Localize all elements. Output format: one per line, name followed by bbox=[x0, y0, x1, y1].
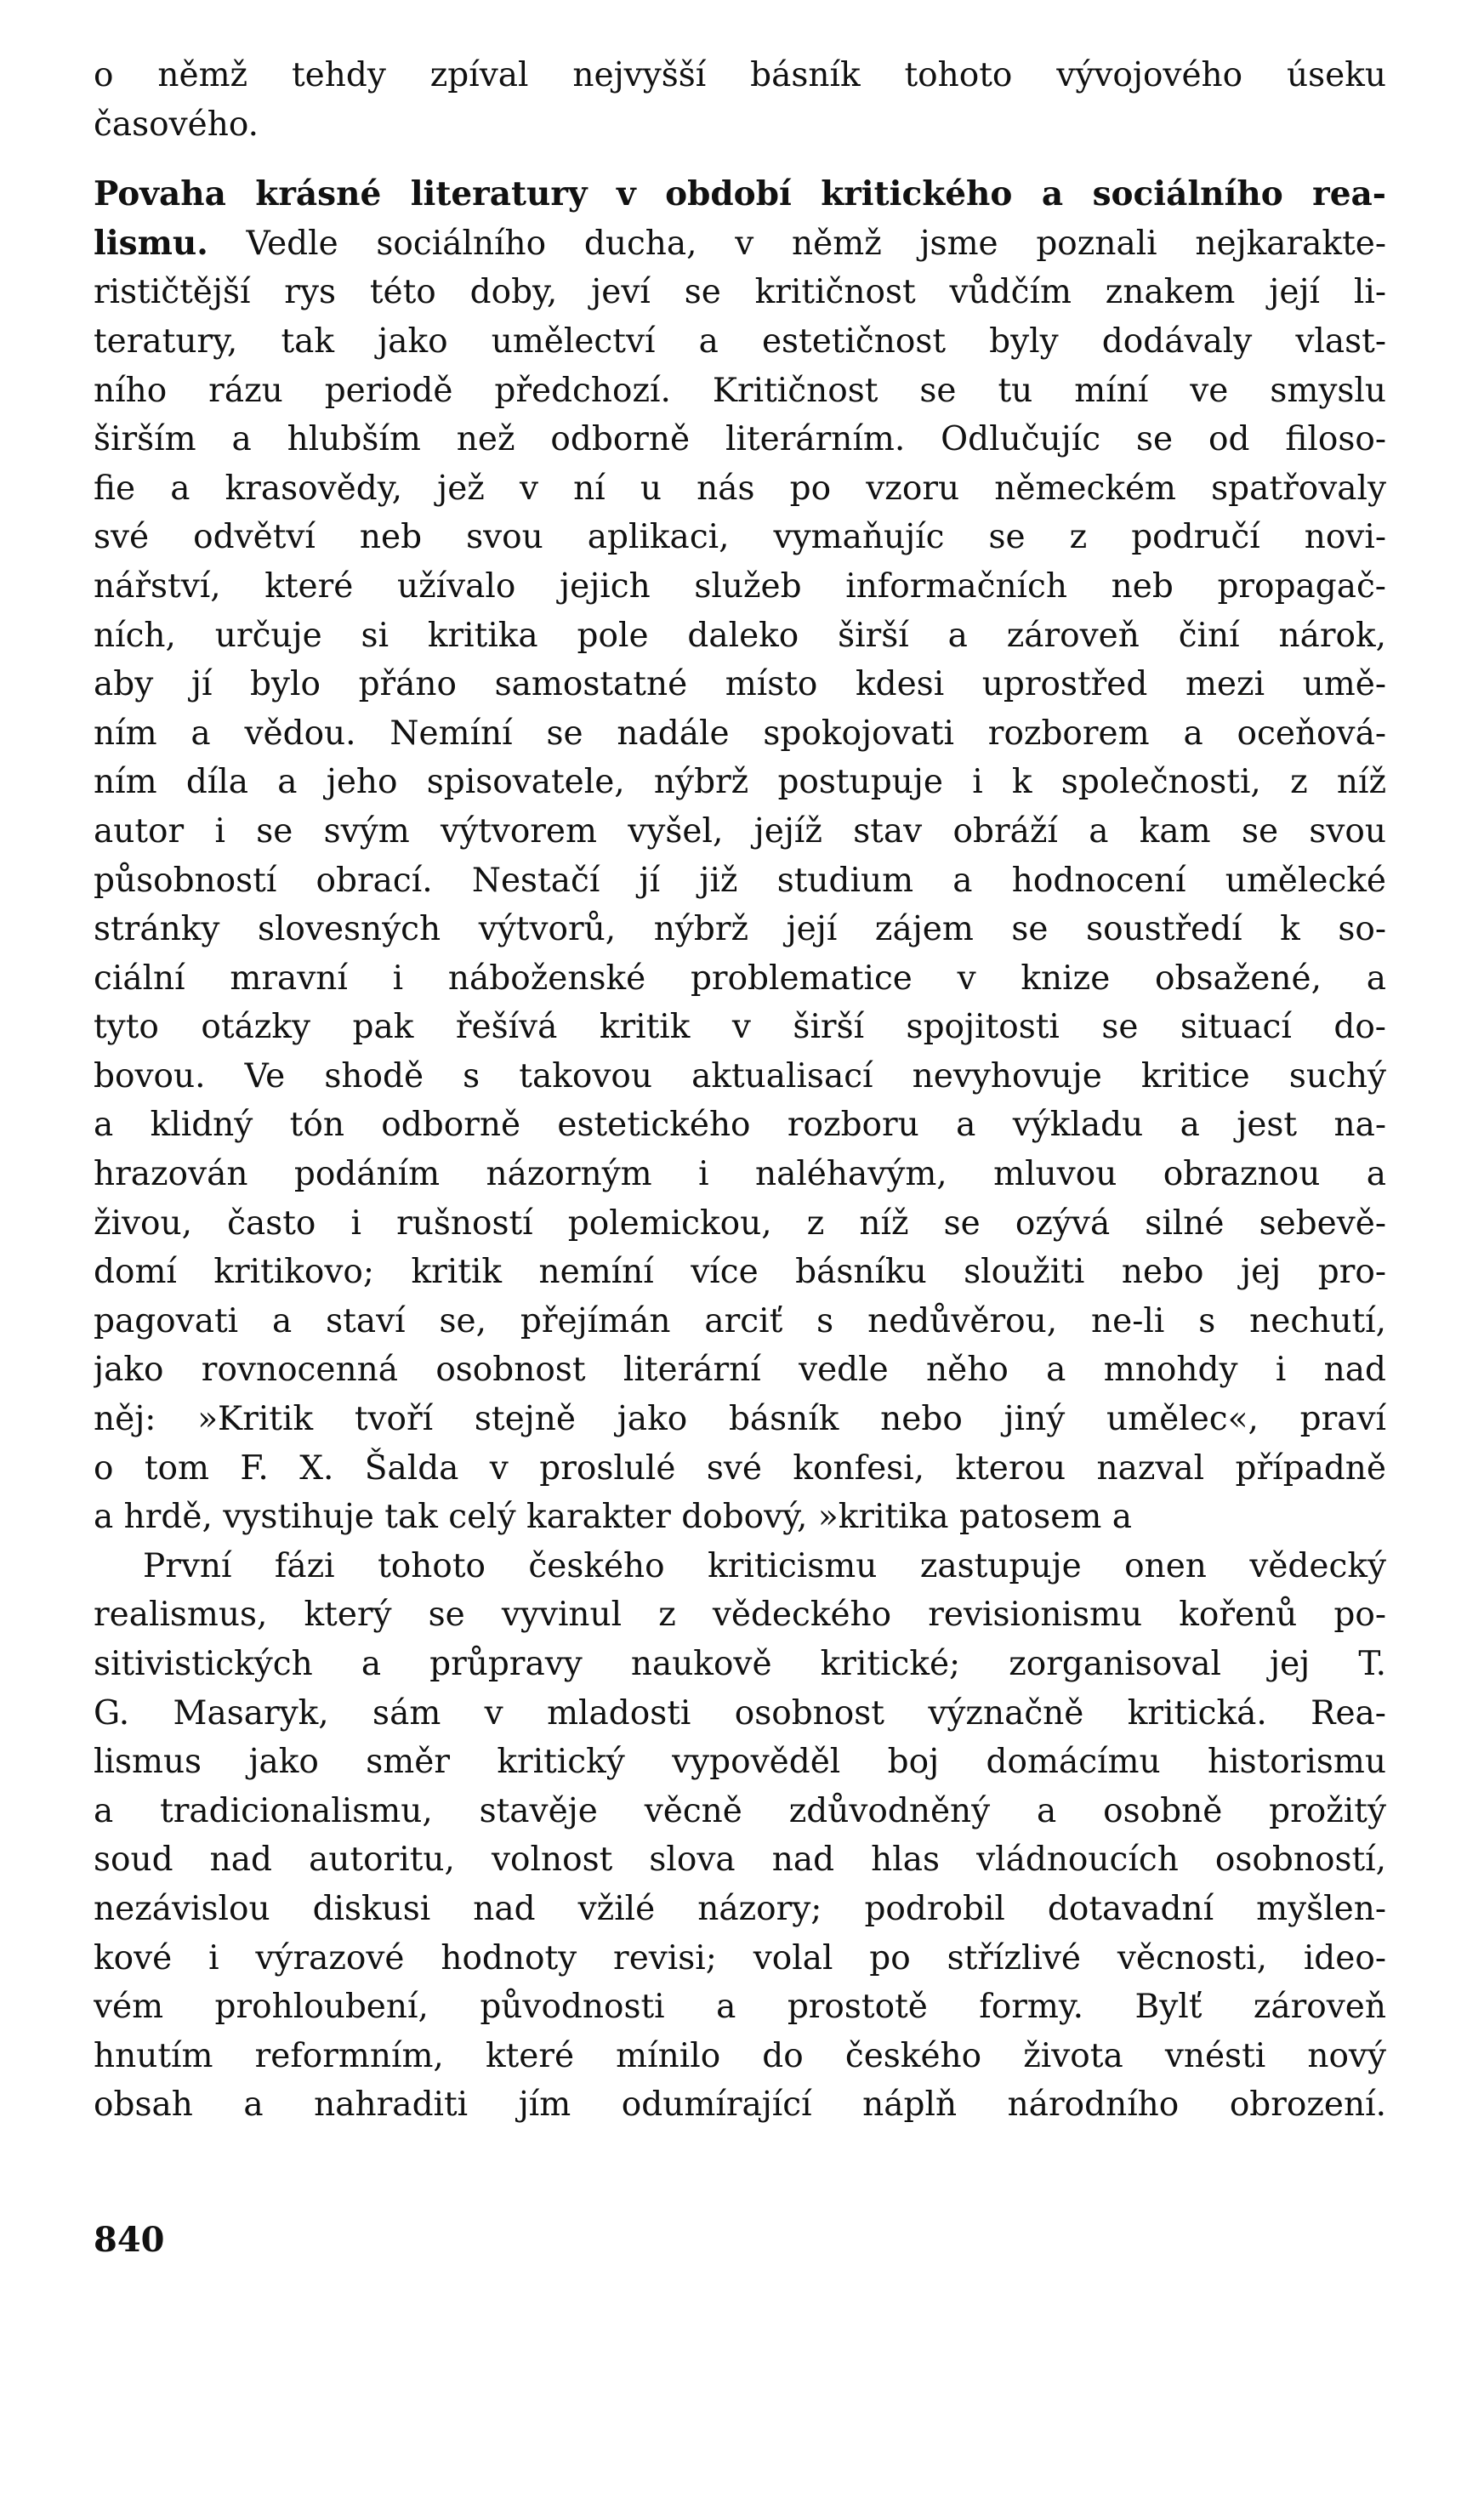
text-line: časového. bbox=[94, 105, 259, 144]
section-heading: Povaha krásné literatury v období kritického a sociálního rea- bbox=[94, 174, 1386, 214]
text-line: jako rovnocenná osobnost literární vedle něho a mnohdy i nad bbox=[94, 1351, 1386, 1390]
text-line: širším a hlubším než odborně literárním. Odlučujíc se od filoso- bbox=[94, 420, 1386, 459]
text-line: a tradicionalismu, stavěje věcně zdůvodněný a osobně prožitý bbox=[94, 1791, 1386, 1830]
text-line: živou, často i rušností polemickou, z níž se ozývá silné sebevě- bbox=[94, 1203, 1386, 1243]
text-line: a klidný tón odborně estetického rozboru a výkladu a jest na- bbox=[94, 1106, 1386, 1145]
text-line bbox=[94, 219, 1386, 269]
text-line: sitivistických a průpravy naukově kritické; zorganisoval jej T. bbox=[94, 1645, 1386, 1683]
text-line: autor i se svým výtvorem vyšel, jejíž stav obráží a kam se svou bbox=[94, 811, 1386, 851]
body-text bbox=[94, 51, 1386, 2130]
text-line: vém prohloubení, původnosti a prostotě formy. Bylť zároveň bbox=[94, 1988, 1386, 2027]
text-line: bovou. Ve shodě s takovou aktualisací nevyhovuje kritice suchý bbox=[94, 1056, 1386, 1095]
text-line: o němž tehdy zpíval nejvyšší básník tohoto vývojového úseku bbox=[94, 56, 1386, 94]
text-line: kové i výrazové hodnoty revisi; volal po střízlivé věcnosti, ideo- bbox=[94, 1938, 1386, 1977]
text-line: soud nad autoritu, volnost slova nad hlas vládnoucích osobností, bbox=[94, 1841, 1386, 1880]
text-line: realismus, který se vyvinul z vědeckého revisionismu kořenů po- bbox=[94, 1596, 1386, 1635]
section-heading-end: lismu. bbox=[94, 223, 208, 263]
text-line: ním a vědou. Nemíní se nadále spokojovati rozborem a oceňová- bbox=[94, 714, 1386, 753]
text-line: pagovati a staví se, přejímán arciť s nedůvěrou, ne-li s nechutí, bbox=[94, 1301, 1386, 1340]
text-line: nářství, které užívalo jejich služeb informačních neb propagač- bbox=[94, 566, 1386, 606]
text-line: působností obrací. Nestačí jí již studium a hodnocení umělecké bbox=[94, 861, 1386, 900]
text-line: fie a krasovědy, jež v ní u nás po vzoru německém spatřovaly bbox=[94, 469, 1386, 508]
text-line: teratury, tak jako umělectví a estetičnost byly dodávaly vlast- bbox=[94, 321, 1386, 361]
text-line: a hrdě, vystihuje tak celý karakter dobový, »kritika patosem a bbox=[94, 1498, 1132, 1537]
text-line: ního rázu periodě předchozí. Kritičnost se tu míní ve smyslu bbox=[94, 371, 1386, 410]
text-line: stránky slovesných výtvorů, nýbrž její zájem se soustředí k so- bbox=[94, 910, 1386, 949]
page-number: 840 bbox=[94, 2220, 165, 2260]
text-line: První fázi tohoto českého kriticismu zastupuje onen vědecký bbox=[143, 1546, 1386, 1585]
text-line: hrazován podáním názorným i naléhavým, mluvou obraznou a bbox=[94, 1155, 1386, 1194]
text-line: o tom F. X. Šalda v proslulé své konfesi, kterou nazval případně bbox=[94, 1448, 1386, 1488]
text-line: ciální mravní i náboženské problematice v knize obsažené, a bbox=[94, 959, 1386, 998]
text-line: hnutím reformním, které mínilo do českého života vnésti nový bbox=[94, 2036, 1386, 2075]
text-line: nezávislou diskusi nad vžilé názory; podrobil dotavadní myšlen- bbox=[94, 1889, 1386, 1928]
text-line: ním díla a jeho spisovatele, nýbrž postupuje i k společnosti, z níž bbox=[94, 763, 1386, 802]
text-line: své odvětví neb svou aplikaci, vymaňujíc se z područí novi- bbox=[94, 518, 1386, 557]
text-line: lismus jako směr kritický vypověděl boj domácímu historismu bbox=[94, 1743, 1386, 1782]
text-line: G. Masaryk, sám v mladosti osobnost význačně kritická. Rea- bbox=[94, 1693, 1386, 1733]
text-line: obsah a nahraditi jím odumírající náplň národního obrození. bbox=[94, 2085, 1386, 2125]
text-line: aby jí bylo přáno samostatné místo kdesi uprostřed mezi umě- bbox=[94, 665, 1386, 704]
text-line: ních, určuje si kritika pole daleko širší a zároveň činí nárok, bbox=[94, 616, 1386, 655]
text-line: něj: »Kritik tvoří stejně jako básník nebo jiný umělec«, praví bbox=[94, 1400, 1386, 1439]
text-line-rest: Vedle sociálního ducha, v němž jsme poznali nejkarakte- bbox=[208, 224, 1386, 263]
text-line: tyto otázky pak řešívá kritik v širší spojitosti se situací do- bbox=[94, 1008, 1386, 1047]
text-line: rističtější rys této doby, jeví se kritičnost vůdčím znakem její li- bbox=[94, 273, 1386, 312]
text-line: domí kritikovo; kritik nemíní více básníku sloužiti nebo jej pro- bbox=[94, 1253, 1386, 1292]
